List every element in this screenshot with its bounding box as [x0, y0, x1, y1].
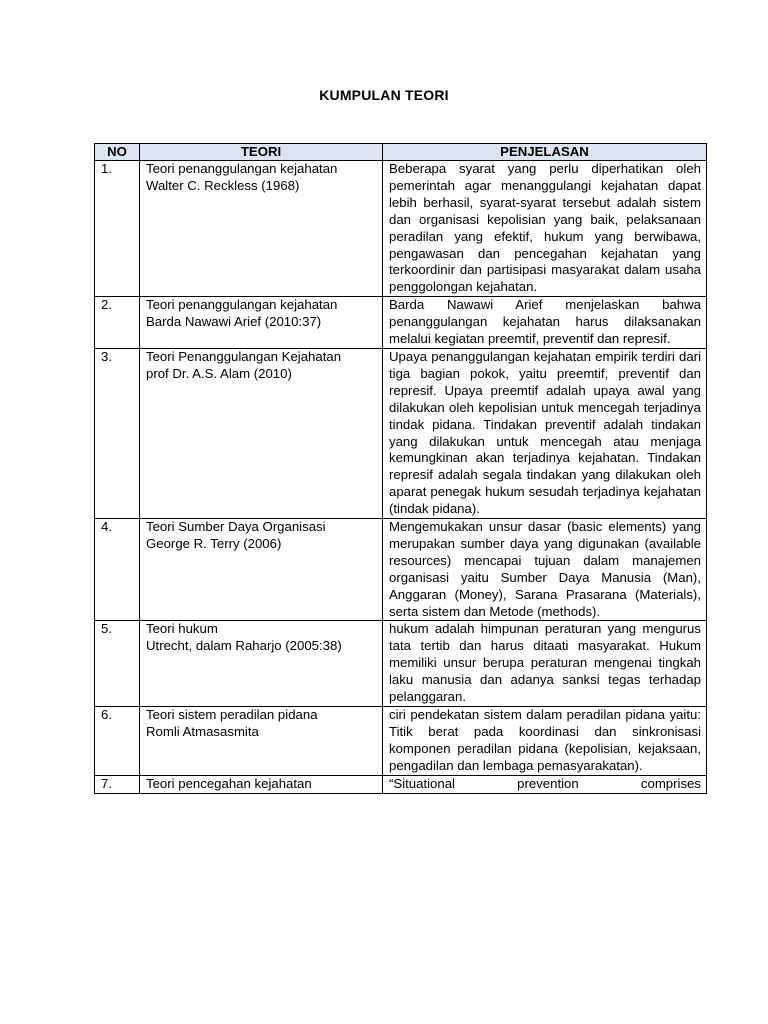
explanation-word: “Situational — [389, 775, 455, 791]
header-row — [95, 144, 707, 161]
theory-author: Utrecht, dalam Raharjo (2005:38) — [146, 638, 342, 654]
theory-title: Teori Penanggulangan Kejahatan — [146, 348, 342, 364]
theory-title: Teori hukum — [146, 621, 218, 637]
theory-title: Teori Sumber Daya Organisasi — [146, 519, 326, 535]
explanation-cell: ciri pendekatan sistem dalam peradilan pidana yaitu: Titik berat pada koordinasi dan sinkronisasi komponen peradilan pidana (kepolisian, kejaksaan, pengadilan dan lembaga pemasyarakatan). — [383, 707, 707, 776]
theory-author: prof Dr. A.S. Alam (2010) — [146, 365, 292, 381]
header-no: NO — [95, 144, 140, 161]
explanation-cell — [383, 775, 707, 793]
theory-author: Walter C. Reckless (1968) — [146, 177, 300, 193]
table-header — [95, 144, 707, 161]
header-teori: TEORI — [140, 144, 383, 161]
table-body — [95, 161, 707, 794]
table-row — [95, 348, 707, 518]
row-number: 4. — [95, 519, 140, 621]
table-row — [95, 161, 707, 297]
theory-author: Romli Atmasasmita — [146, 723, 259, 739]
theory-cell — [140, 348, 383, 518]
table-row — [95, 297, 707, 349]
theory-author: George R. Terry (2006) — [146, 535, 282, 551]
theory-cell — [140, 775, 383, 793]
explanation-cell: Barda Nawawi Arief menjelaskan bahwa penanggulangan kejahatan harus dilaksanakan melalui kegiatan preemtif, preventif dan represif. — [383, 297, 707, 349]
explanation-cell: Mengemukakan unsur dasar (basic elements) yang merupakan sumber daya yang digunakan (available resources) mencapai tujuan dalam manajemen organisasi yaitu Sumber Daya Manusia (Man), Anggaran (Money), Sarana Prasarana (Materials), serta sistem dan Metode (methods). — [383, 519, 707, 621]
theory-cell — [140, 707, 383, 776]
header-penjelasan: PENJELASAN — [383, 144, 707, 161]
table-row — [95, 775, 707, 793]
explanation-line — [389, 776, 701, 793]
row-number: 5. — [95, 621, 140, 707]
theory-title: Teori pencegahan kejahatan — [146, 775, 312, 791]
explanation-cell: Upaya penanggulangan kejahatan empirik terdiri dari tiga bagian pokok, yaitu preemtif, preventif dan represif. Upaya preemtif adalah upaya awal yang dilakukan oleh kepolisian untuk mencegah terjadinya tindak pidana. Tindakan preventif adalah tindakan yang dilakukan untuk mencegah atau menjaga kemungkinan akan terjadinya kejahatan. Tindakan represif adalah segala tindakan yang dilakukan oleh aparat penegak hukum sesudah terjadinya kejahatan (tindak pidana). — [383, 348, 707, 518]
theory-cell — [140, 621, 383, 707]
explanation-word: comprises — [640, 775, 701, 791]
theory-title: Teori penanggulangan kejahatan — [146, 161, 338, 176]
row-number: 2. — [95, 297, 140, 349]
theory-title: Teori sistem peradilan pidana — [146, 707, 318, 722]
row-number: 3. — [95, 348, 140, 518]
explanation-cell: hukum adalah himpunan peraturan yang mengurus tata tertib dan harus ditaati masyarakat. Hukum memiliki unsur berupa peraturan mengenai tingkah laku manusia dan adanya sanksi tegas terhadap pelanggaran. — [383, 621, 707, 707]
theory-cell — [140, 161, 383, 297]
explanation-cell: Beberapa syarat yang perlu diperhatikan oleh pemerintah agar menanggulangi kejahatan dapat lebih berhasil, syarat-syarat tersebut adalah sistem dan organisasi kepolisian yang baik, pelaksanaan peradilan yang efektif, hukum yang berwibawa, pengawasan dan pencegahan kejahatan yang terkoordinir dan partisipasi masyarakat dalam usaha penggolongan kejahatan. — [383, 161, 707, 297]
explanation-word: prevention — [517, 775, 579, 791]
table-row — [95, 707, 707, 776]
theory-table — [94, 143, 707, 794]
page-title-text: KUMPULAN TEORI — [319, 87, 449, 103]
table-row — [95, 519, 707, 621]
page-title — [0, 87, 768, 103]
theory-title: Teori penanggulangan kejahatan — [146, 297, 338, 313]
theory-author: Barda Nawawi Arief (2010:37) — [146, 314, 322, 330]
theory-cell — [140, 297, 383, 349]
row-number: 7. — [95, 775, 140, 793]
theory-cell — [140, 519, 383, 621]
row-number: 1. — [95, 161, 140, 297]
row-number: 6. — [95, 707, 140, 776]
table-row — [95, 621, 707, 707]
